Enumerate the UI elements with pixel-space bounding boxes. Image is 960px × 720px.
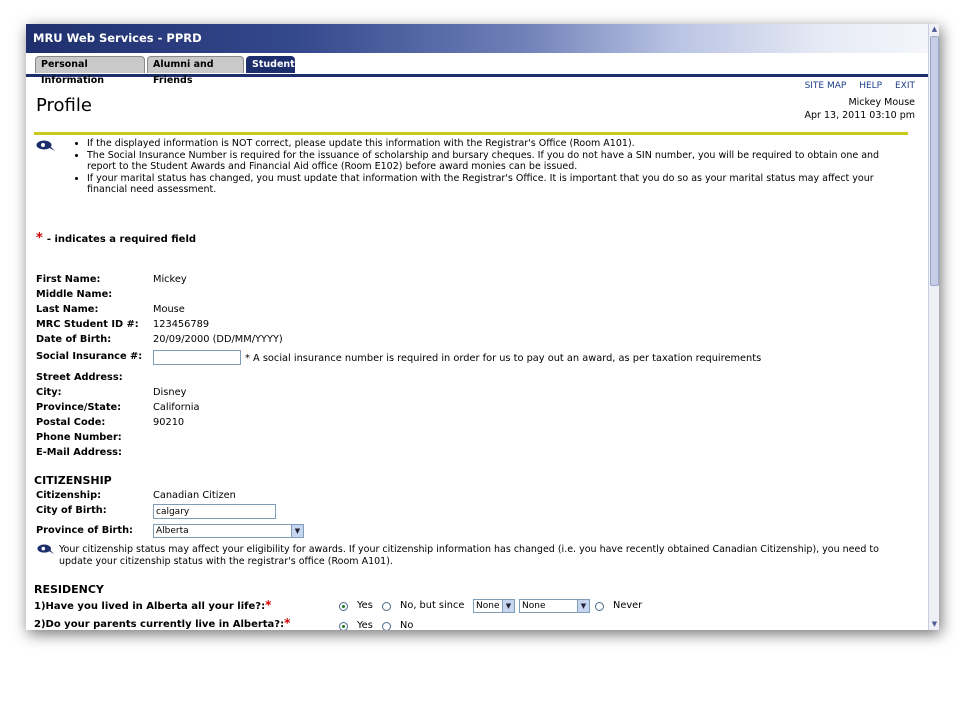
required-star: *: [265, 598, 272, 612]
q1-never-label: Never: [613, 600, 643, 611]
tab-personal-information[interactable]: Personal Information: [35, 56, 145, 73]
province-value: California: [153, 402, 200, 413]
province-label: Province/State:: [36, 402, 122, 413]
citizenship-value: Canadian Citizen: [153, 490, 236, 501]
city-of-birth-input[interactable]: [153, 504, 276, 519]
scroll-thumb[interactable]: [930, 36, 939, 286]
q1-since-year-selected: None: [522, 601, 546, 611]
required-text: - indicates a required field: [46, 234, 197, 245]
student-id-value: 123456789: [153, 319, 210, 330]
window-title: MRU Web Services - PPRD: [33, 31, 202, 45]
required-star: *: [284, 616, 291, 630]
citizenship-note: Your citizenship status may affect your eligibility for awards. If your citizenship information has changed (i.e. you have recently obtained Canadian Citizenship), you need to update your citizenship status with the registrar's office (Room A101).: [59, 544, 879, 567]
city-value: Disney: [153, 387, 187, 398]
postal-code-value: 90210: [153, 417, 185, 428]
first-name-label: First Name:: [36, 274, 101, 285]
province-of-birth-select[interactable]: [153, 524, 304, 538]
chevron-down-icon: ▼: [502, 600, 514, 612]
citizenship-label: Citizenship:: [36, 490, 102, 501]
dob-value: 20/09/2000 (DD/MM/YYYY): [153, 334, 283, 345]
q2-no-radio[interactable]: [382, 622, 391, 630]
province-of-birth-label: Province of Birth:: [36, 525, 133, 536]
page-title: Profile: [36, 95, 92, 116]
q1-never-radio[interactable]: [595, 602, 604, 611]
info-list: [36, 138, 906, 196]
required-star: *: [36, 231, 43, 246]
top-links: [795, 81, 915, 91]
residency-q1-label: [34, 598, 271, 612]
chevron-down-icon: ▼: [291, 525, 303, 537]
q1-no-label: No, but since: [400, 600, 465, 611]
info-speech-icon: [37, 544, 55, 555]
city-of-birth-label: City of Birth:: [36, 505, 107, 516]
residency-q2-label: [34, 616, 290, 630]
phone-label: Phone Number:: [36, 432, 122, 443]
vertical-scrollbar[interactable]: [928, 24, 939, 630]
residency-q1-text: 1)Have you lived in Alberta all your life?:: [34, 601, 266, 612]
info-item: • The Social Insurance Number is required for the issuance of scholarship and bursary cheques. If you do not have a SIN number, you will be required to obtain one and report to the Student Awards and Financial Aid office (Room E102) before award monies can be issued.: [87, 150, 906, 173]
email-label: E-Mail Address:: [36, 447, 122, 458]
street-address-label: Street Address:: [36, 372, 123, 383]
chevron-down-icon: ▼: [577, 600, 589, 612]
middle-name-label: Middle Name:: [36, 289, 113, 300]
user-name: Mickey Mouse: [848, 97, 915, 108]
q1-since-month-selected: None: [476, 601, 500, 611]
scroll-up-icon[interactable]: ▲: [931, 25, 938, 33]
info-panel: [36, 138, 906, 196]
q2-no-label: No: [400, 620, 414, 630]
info-speech-icon: [36, 140, 56, 152]
tab-student[interactable]: Student: [246, 56, 295, 73]
tab-alumni-and-friends[interactable]: Alumni and Friends: [147, 56, 244, 73]
sin-input[interactable]: [153, 350, 241, 365]
q1-no-radio[interactable]: [382, 602, 391, 611]
citizenship-heading: CITIZENSHIP: [34, 474, 112, 487]
header-divider: [34, 132, 908, 135]
q1-since-month-select[interactable]: [473, 599, 515, 613]
last-name-value: Mouse: [153, 304, 185, 315]
title-bar: [26, 24, 928, 53]
postal-code-label: Postal Code:: [36, 417, 106, 428]
sin-label: Social Insurance #:: [36, 351, 143, 362]
required-note: [36, 231, 196, 246]
first-name-value: Mickey: [153, 274, 187, 285]
dob-label: Date of Birth:: [36, 334, 112, 345]
residency-heading: RESIDENCY: [34, 583, 104, 596]
browser-window: [26, 24, 939, 630]
exit-link[interactable]: EXIT: [894, 81, 915, 91]
last-name-label: Last Name:: [36, 304, 99, 315]
q1-yes-radio[interactable]: [339, 602, 348, 611]
province-of-birth-selected: Alberta: [156, 526, 189, 536]
sin-note: * A social insurance number is required in order for us to pay out an award, as per taxation requirements: [245, 353, 762, 364]
city-label: City:: [36, 387, 62, 398]
user-datetime: Apr 13, 2011 03:10 pm: [804, 110, 915, 121]
q1-yes-label: Yes: [357, 600, 373, 611]
user-info: [805, 96, 915, 122]
residency-q2-text: 2)Do your parents currently live in Alberta?:: [34, 619, 285, 630]
q2-yes-radio[interactable]: [339, 622, 348, 630]
info-item: • If the displayed information is NOT correct, please update this information with the Registrar's Office (Room A101).: [87, 138, 906, 150]
q2-yes-label: Yes: [357, 620, 373, 630]
q1-since-year-select[interactable]: [519, 599, 590, 613]
info-item: • If your marital status has changed, you must update that information with the Registrar's Office. It is important that you do so as your marital status may affect your financial need assessment.: [87, 173, 906, 196]
site-map-link[interactable]: SITE MAP: [804, 81, 847, 91]
help-link[interactable]: HELP: [859, 81, 883, 91]
scroll-down-icon[interactable]: ▼: [931, 620, 938, 628]
student-id-label: MRC Student ID #:: [36, 319, 139, 330]
